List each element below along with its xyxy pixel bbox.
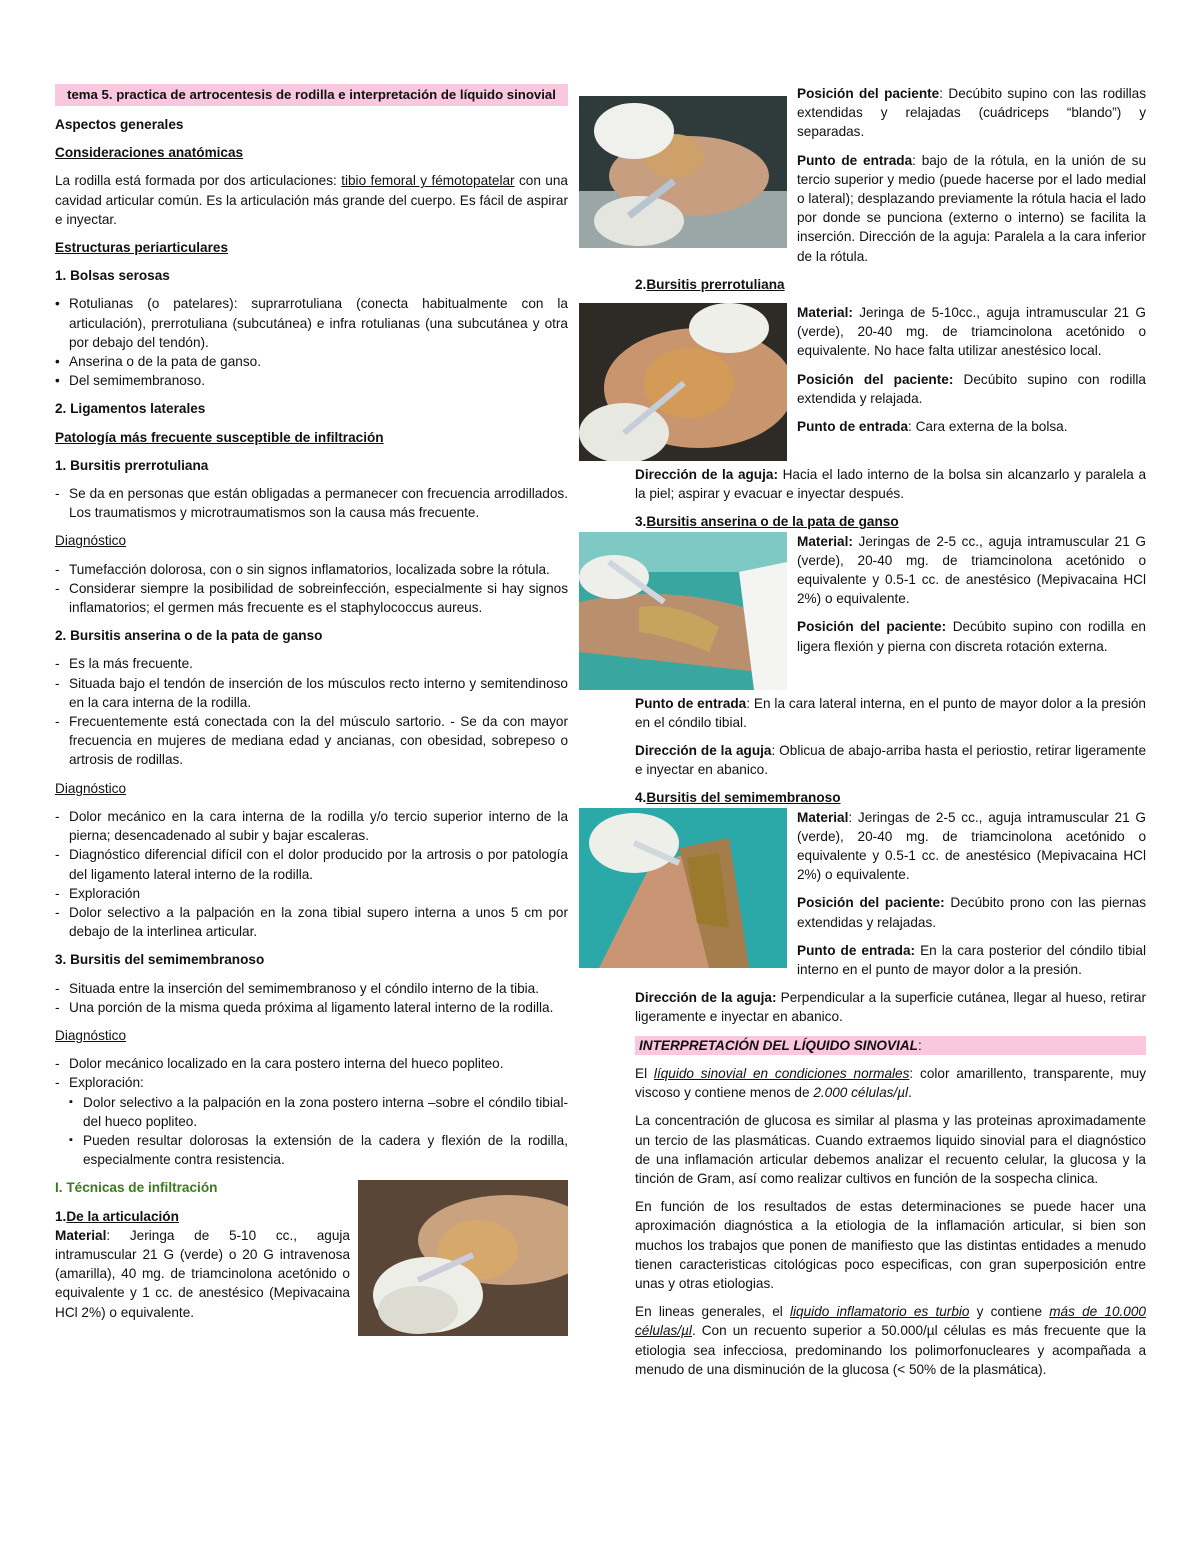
list-item: - Es la más frecuente. <box>55 654 568 673</box>
heading-bursitis-prerrotuliana: 1. Bursitis prerrotuliana <box>55 457 209 473</box>
list-diag1 <box>55 560 568 618</box>
list-item: - Exploración: ▪ Dolor selectivo a la palpación en la zona postero interna –sobre el cóndilo tibial- del hueco popliteo. ▪ Pueden resultar dolorosas la extensión de la cadera y flexión de la rodilla, especialmente contra resistencia. <box>55 1073 568 1169</box>
paragraph-s3-punto: Punto de entrada: En la cara lateral interna, en el punto de mayor dolor a la presión en el cóndilo tibial. <box>635 695 1146 730</box>
list-item: • Anserina o de la pata de ganso. <box>55 352 568 371</box>
heading-bursitis-anserina: 2. Bursitis anserina o de la pata de ganso <box>55 628 323 644</box>
heading-s4: 4.Bursitis del semimembranoso <box>635 790 841 806</box>
heading-articulacion: 1.De la articulación <box>55 1208 179 1224</box>
list-item: • Rotulianas (o patelares): suprarrotuliana (conecta habitualmente con la articulación), prerrotuliana (subcutánea) e infra rotulianas (una subcutánea y otra por debajo del tendón). <box>55 294 568 352</box>
heading-ligamentos: 2. Ligamentos laterales <box>55 401 206 417</box>
heading-aspectos: Aspectos generales <box>55 117 184 132</box>
list-item: - Situada entre la inserción del semimembranoso y el cóndilo interno de la tibia. <box>55 979 568 998</box>
paragraph-rodilla: La rodilla está formada por dos articulaciones: tibio femoral y fémotopatelar con una cavidad articular común. Es la articulación más grande del cuerpo. Es fácil de aspirar e inyectar. <box>55 173 568 227</box>
sublist-exploracion <box>69 1093 568 1170</box>
list-b3 <box>55 979 568 1017</box>
heading-s3: 3.Bursitis anserina o de la pata de ganso <box>635 514 899 530</box>
list-item: • Del semimembranoso. <box>55 371 568 390</box>
photo-rodilla-3 <box>579 532 787 690</box>
right-column <box>579 84 1146 1388</box>
list-item: - Una porción de la misma queda próxima al ligamento lateral interno de la rodilla. <box>55 998 568 1017</box>
list-item: - Se da en personas que están obligadas a permanecer con frecuencia arrodillados. Los traumatismos y microtraumatismos son la causa más frecuente. <box>55 484 568 522</box>
paragraph-ls4: En lineas generales, el liquido inflamatorio es turbio y contiene más de 10.000 células/µl. Con un recuento superior a 50.000/µl células es más frecuente que la etiologia sea infecciosa, predominando los polimorfonucleares y acompañada a menudo de una disminución de la glucosa (< 50% de la plasmática). <box>635 1304 1146 1377</box>
paragraph-s4-material: Material: Jeringas de 2-5 cc., aguja intramuscular 21 G (verde), 20-40 mg. de triamcinolona acetónido o equivalente y 0.5-1 cc. de anestésico (Mepivacaina HCl 2%) o equivalente. <box>797 809 1146 883</box>
paragraph-s3-posicion: Posición del paciente: Decúbito supino con rodilla en ligera flexión y pierna con discreta rotación externa. <box>797 619 1146 654</box>
photo-rodilla-4 <box>579 808 787 968</box>
heading-interpretacion: INTERPRETACIÓN DEL LÍQUIDO SINOVIAL: <box>635 1036 1146 1055</box>
heading-diagnostico-2: Diagnóstico <box>55 780 127 796</box>
heading-patologia: Patología más frecuente susceptible de infiltración <box>55 429 384 445</box>
paragraph-ls3: En función de los resultados de estas determinaciones se puede hacer una aproximación diagnóstica a la etiologia de la inflamación articular, si bien son muchos los trabajos que ponen de manifiesto que las distintas entidades a menudo tienen caracteristicas citológicas poco especificas, con gran superposición entre unas y otras etiologias. <box>635 1199 1146 1291</box>
paragraph-ls1: El líquido sinovial en condiciones normales: color amarillento, transparente, muy viscoso y contiene menos de 2.000 células/µl. <box>635 1065 1146 1101</box>
list-item: - Dolor mecánico en la cara interna de la rodilla y/o tercio superior interno de la pierna; desencadenado al subir y bajar escaleras. <box>55 807 568 845</box>
photo-rodilla-2 <box>579 303 787 461</box>
page-title: tema 5. practica de artrocentesis de rodilla e interpretación de líquido sinovial <box>55 84 568 106</box>
paragraph-s4-punto: Punto de entrada: En la cara posterior del cóndilo tibial interno en el punto de mayor dolor a la presión. <box>797 942 1146 978</box>
paragraph-s3-material: Material: Jeringas de 2-5 cc., aguja intramuscular 21 G (verde), 20-40 mg. de triamcinolona acetónido o equivalente y 0.5-1 cc. de anestésico (Mepivacaina HCl 2%) o equivalente. <box>797 533 1146 607</box>
paragraph-s2-material: Material: Jeringa de 5-10cc., aguja intramuscular 21 G (verde), 20-40 mg. de triamcinolona acetónido o equivalente. No hace falta utilizar anestésico local. <box>797 305 1146 359</box>
list-item: - Tumefacción dolorosa, con o sin signos inflamatorios, localizada sobre la rótula. <box>55 560 568 579</box>
paragraph-punto-entrada-1: Punto de entrada: bajo de la rótula, en la unión de su tercio superior y medio (puede hacerse por el lado medial o lateral); desplazando previamente la rótula hacia el lado por donde se punciona (externo o interno) se facilita la inserción. Dirección de la aguja: Paralela a la cara inferior de la rótula. <box>797 152 1147 264</box>
list-diag2 <box>55 807 568 941</box>
list-item: - Frecuentemente está conectada con la del músculo sartorio. - Se da con mayor frecuencia en mujeres de mediana edad y ancianas, con obesidad, sobrepeso o artrosis de rodillas. <box>55 712 568 770</box>
paragraph-s4-posicion: Posición del paciente: Decúbito prono con las piernas extendidas y relajadas. <box>797 895 1146 930</box>
list-b2 <box>55 654 568 769</box>
list-b1 <box>55 484 568 522</box>
list-item: - Diagnóstico diferencial difícil con el dolor producido por la artrosis o por patología del ligamento lateral interno de la rodilla. <box>55 845 568 883</box>
paragraph-s4-direccion: Dirección de la aguja: Perpendicular a la superficie cutánea, llegar al hueso, retirar ligeramente e inyectar en abanico. <box>635 990 1146 1025</box>
list-item: - Considerar siempre la posibilidad de sobreinfección, especialmente si hay signos inflamatorios; el germen más frecuente es el staphylococcus aureus. <box>55 579 568 617</box>
paragraph-s2-posicion: Posición del paciente: Decúbito supino con rodilla extendida y relajada. <box>797 371 1146 406</box>
paragraph-s2-direccion: Dirección de la aguja: Hacia el lado interno de la bolsa sin alcanzarlo y paralela a la piel; aspirar y evacuar e inyectar después. <box>635 467 1147 502</box>
list-item: ▪ Dolor selectivo a la palpación en la zona postero interna –sobre el cóndilo tibial- del hueco popliteo. <box>69 1093 568 1131</box>
heading-s2: 2.Bursitis prerrotuliana <box>635 276 785 292</box>
underlined-articulaciones: tibio femoral y fémotopatelar <box>341 173 515 189</box>
list-item: - Dolor mecánico localizado en la cara postero interna del hueco popliteo. <box>55 1054 568 1073</box>
paragraph-articulacion-material: Material: Jeringa de 5-10 cc., aguja intramuscular 21 G (verde) o 20 G intravenosa (amarilla), 40 mg. de triamcinolona acetónido o equivalente y 1 cc. de anestésico (Mepivacaina HCl 2%) o equivalente. <box>55 1227 350 1320</box>
paragraph-posicion-1: Posición del paciente: Decúbito supino con las rodillas extendidas y relajadas (cuádriceps “blando”) y separadas. <box>797 86 1146 140</box>
heading-consideraciones: Consideraciones anatómicas <box>55 145 244 161</box>
heading-diagnostico-3: Diagnóstico <box>55 1027 127 1043</box>
list-item: - Exploración <box>55 884 568 903</box>
list-bolsas <box>55 294 568 390</box>
photo-articulacion <box>358 1180 568 1336</box>
paragraph-s3-direccion: Dirección de la aguja: Oblicua de abajo-arriba hasta el periostio, retirar ligeramente e inyectar en abanico. <box>635 743 1147 778</box>
list-item: - Situada bajo el tendón de inserción de los músculos recto interno y semitendinoso en la cara interna de la rodilla. <box>55 674 568 712</box>
list-item: - Dolor selectivo a la palpación en la zona tibial supero interna a unos 5 cm por debajo de la interlinea articular. <box>55 903 568 941</box>
heading-tecnicas: I. Técnicas de infiltración <box>55 1180 218 1196</box>
heading-diagnostico-1: Diagnóstico <box>55 533 127 549</box>
list-diag3 <box>55 1054 568 1169</box>
heading-bursitis-semimembranoso: 3. Bursitis del semimembranoso <box>55 952 265 968</box>
paragraph-ls2: La concentración de glucosa es similar al plasma y las proteinas aproximadamente un tercio de las plasmáticas. Cuando extraemos liquido sinovial para el diagnóstico de una inflamación articular debemos analizar el recuento celular, la glucosa y la tinción de Gram, así como realizar cultivos en función de la sospecha clinica. <box>635 1113 1146 1186</box>
heading-estructuras: Estructuras periarticulares <box>55 240 229 256</box>
photo-rodilla-1 <box>579 96 787 248</box>
list-item: ▪ Pueden resultar dolorosas la extensión de la cadera y flexión de la rodilla, especialmente contra resistencia. <box>69 1131 568 1169</box>
paragraph-s2-punto: Punto de entrada: Cara externa de la bolsa. <box>797 419 1068 435</box>
left-column <box>55 84 568 1340</box>
heading-bolsas: 1. Bolsas serosas <box>55 268 170 284</box>
